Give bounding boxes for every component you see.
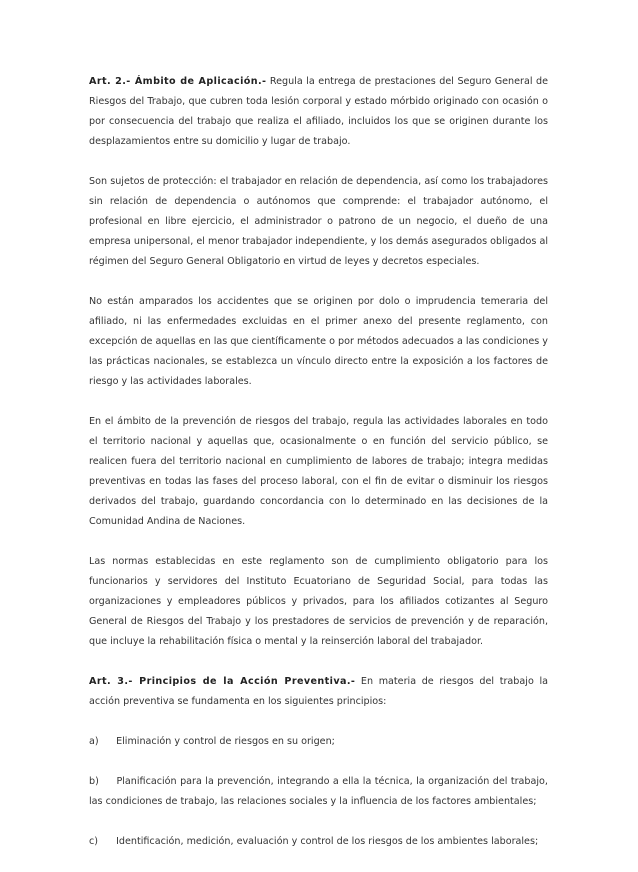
list-item-letter: a) bbox=[89, 736, 99, 747]
list-item-letter: c) bbox=[89, 836, 99, 847]
list-item bbox=[89, 732, 548, 752]
art2-paragraph-3: No están amparados los accidentes que se originen por dolo o imprudencia temeraria del afiliado, ni las enfermedades excluidas en el primer anexo del presente reglamento, con excepción de aquellas en las que científicamente o por métodos adecuados a las condiciones y las prácticas nacionales, se establezca un vínculo directo entre la exposición a los factores de riesgo y las actividades laborales. bbox=[89, 296, 548, 387]
art3-heading: Art. 3.- Principios de la Acción Preventiva.- bbox=[89, 676, 356, 687]
art2-p1-text: Regula la entrega de prestaciones del Seguro General de Riesgos del Trabajo, que cubren toda lesión corporal y estado mórbido originado con ocasión o por consecuencia del trabajo que realiza el afiliado, incluidos los que se originen durante los desplazamientos entre su domicilio y lugar de trabajo. bbox=[89, 76, 548, 147]
list-item-text: Planificación para la prevención, integrando a ella la técnica, la organización del trabajo, las condiciones de trabajo, las relaciones sociales y la influencia de los factores ambientales; bbox=[89, 776, 548, 807]
list-item bbox=[89, 832, 548, 852]
list-item-text: Identificación, medición, evaluación y control de los riesgos de los ambientes laborales; bbox=[116, 836, 539, 847]
art2-paragraph-5: Las normas establecidas en este reglamento son de cumplimiento obligatorio para los funcionarios y servidores del Instituto Ecuatoriano de Seguridad Social, para todas las organizaciones y empleadores públicos y privados, para los afiliados cotizantes al Seguro General de Riesgos del Trabajo y los prestadores de servicios de prevención y de reparación, que incluye la rehabilitación física o mental y la reinserción laboral del trabajador. bbox=[89, 556, 548, 647]
art3-paragraph-intro bbox=[89, 672, 548, 712]
list-item-letter: b) bbox=[89, 776, 99, 787]
art2-paragraph-2: Son sujetos de protección: el trabajador en relación de dependencia, así como los trabajadores sin relación de dependencia o autónomos que comprende: el trabajador autónomo, el profesional en libre ejercicio, el administrador o patrono de un negocio, el dueño de una empresa unipersonal, el menor trabajador independiente, y los demás asegurados obligados al régimen del Seguro General Obligatorio en virtud de leyes y decretos especiales. bbox=[89, 176, 548, 267]
list-item bbox=[89, 772, 548, 812]
art2-paragraph-4: En el ámbito de la prevención de riesgos del trabajo, regula las actividades laborales en todo el territorio nacional y aquellas que, ocasionalmente o en función del servicio público, se realicen fuera del territorio nacional en cumplimiento de labores de trabajo; integra medidas preventivas en todas las fases del proceso laboral, con el fin de evitar o disminuir los riesgos derivados del trabajo, guardando concordancia con lo determinado en las decisiones de la Comunidad Andina de Naciones. bbox=[89, 416, 548, 527]
art2-paragraph-1 bbox=[89, 72, 548, 152]
document-page bbox=[89, 72, 548, 872]
list-item-text: Eliminación y control de riesgos en su origen; bbox=[116, 736, 335, 747]
art2-heading: Art. 2.- Ámbito de Aplicación.- bbox=[89, 76, 267, 87]
art3-intro-text: En materia de riesgos del trabajo la acción preventiva se fundamenta en los siguientes principios: bbox=[89, 676, 548, 707]
